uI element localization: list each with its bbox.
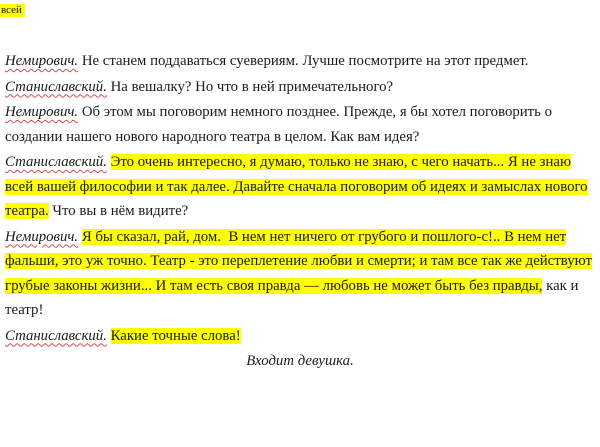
speaker-name: Немирович. — [5, 53, 79, 69]
dialogue-paragraph — [5, 324, 595, 349]
speaker-name: Немирович. — [5, 104, 79, 120]
dialogue-text: Что вы в нём видите? — [52, 203, 189, 219]
dialogue-paragraph — [5, 75, 595, 100]
dialogue-text: Об этом мы поговорим немного позднее. Прежде, я бы хотел поговорить о создании нашего нового народного театра в целом. Как вам идея? — [5, 104, 552, 145]
dialogue-text: как и театр! — [5, 277, 579, 318]
dialogue-paragraph — [5, 225, 595, 323]
speaker-name: Станиславский. — [5, 327, 107, 344]
highlighted-text: Я бы сказал, рай, дом. В нем нет ничего от грубого и пошлого-с!.. В нем нет фальши, это уж точно. Театр - это переплетение любви и смерти; и там все так же действуют грубые законы жизни... И там есть своя правда — любовь не может быть без правды, — [5, 228, 592, 294]
dialogue-paragraph — [5, 49, 595, 74]
highlighted-text: Какие точные слова! — [110, 327, 241, 344]
document-content — [5, 49, 595, 374]
dialogue-text: Не станем поддаваться суевериям. Лучше посмотрите на этот предмет. — [81, 53, 529, 69]
highlight-artifact: всей — [0, 4, 25, 17]
stage-direction: Входит девушка. — [246, 353, 354, 369]
speaker-name: Станиславский. — [5, 154, 107, 170]
dialogue-paragraph — [5, 150, 595, 224]
speaker-name: Немирович. — [5, 228, 79, 245]
dialogue-paragraph — [5, 100, 595, 149]
dialogue-text: На вешалку? Но что в ней примечательного? — [110, 78, 394, 95]
speaker-name: Станиславский. — [5, 78, 107, 95]
highlighted-text: Это очень интересно, я думаю, только не знаю, с чего начать... Я не знаю всей вашей философии и так далее. Давайте сначала поговорим об идеях и замыслах нового театра. — [5, 154, 588, 219]
